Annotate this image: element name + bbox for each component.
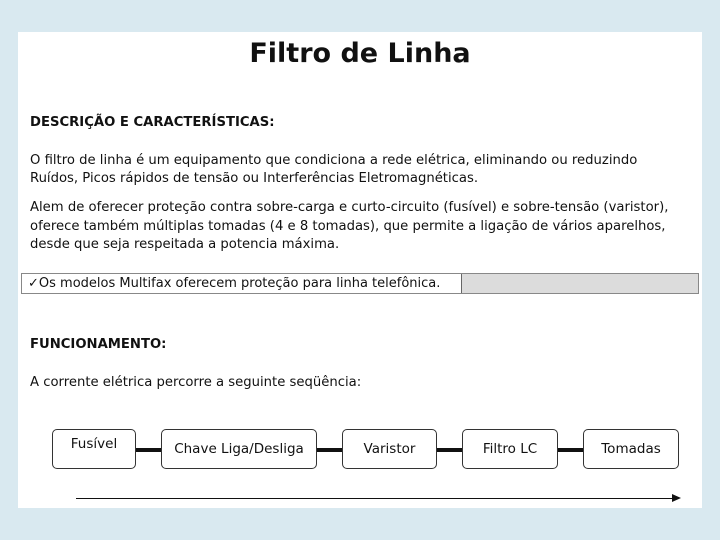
flow-box-outlets: Tomadas <box>583 429 679 469</box>
paragraph1-line1: O filtro de linha é um equipamento que condiciona a rede elétrica, eliminando ou reduzindo <box>30 153 638 168</box>
telephone-protection-note: ✓Os modelos Multifax oferecem proteção para linha telefônica. <box>22 274 462 293</box>
paragraph2-line2: oferece também múltiplas tomadas (4 e 8 tomadas), que permite a ligação de vários aparelhos, <box>30 219 666 234</box>
flow-box-varistor: Varistor <box>342 429 437 469</box>
paragraph2-line1: Alem de oferecer proteção contra sobre-carga e curto-circuito (fusível) e sobre-tensão (varistor), <box>30 200 669 215</box>
section-heading-description: DESCRIÇÃO E CARACTERÍSTICAS: <box>30 115 275 130</box>
page-title: Filtro de Linha <box>249 38 471 69</box>
connector-1 <box>136 448 161 452</box>
connector-3 <box>437 448 462 452</box>
slide-page <box>18 32 702 508</box>
flow-box-switch: Chave Liga/Desliga <box>161 429 317 469</box>
arrow-right-icon <box>672 494 681 502</box>
direction-arrow-line <box>76 498 674 499</box>
section-heading-operation: FUNCIONAMENTO: <box>30 337 167 352</box>
flow-box-fuse: Fusível <box>52 429 136 469</box>
paragraph1-line2: Ruídos, Picos rápidos de tensão ou Interferências Eletromagnéticas. <box>30 171 479 186</box>
flow-box-lc-filter: Filtro LC <box>462 429 558 469</box>
connector-4 <box>558 448 583 452</box>
sequence-intro: A corrente elétrica percorre a seguinte seqüência: <box>30 375 362 390</box>
paragraph2-line3: desde que seja respeitada a potencia máxima. <box>30 237 340 252</box>
connector-2 <box>317 448 342 452</box>
sequence-diagram <box>18 32 702 508</box>
